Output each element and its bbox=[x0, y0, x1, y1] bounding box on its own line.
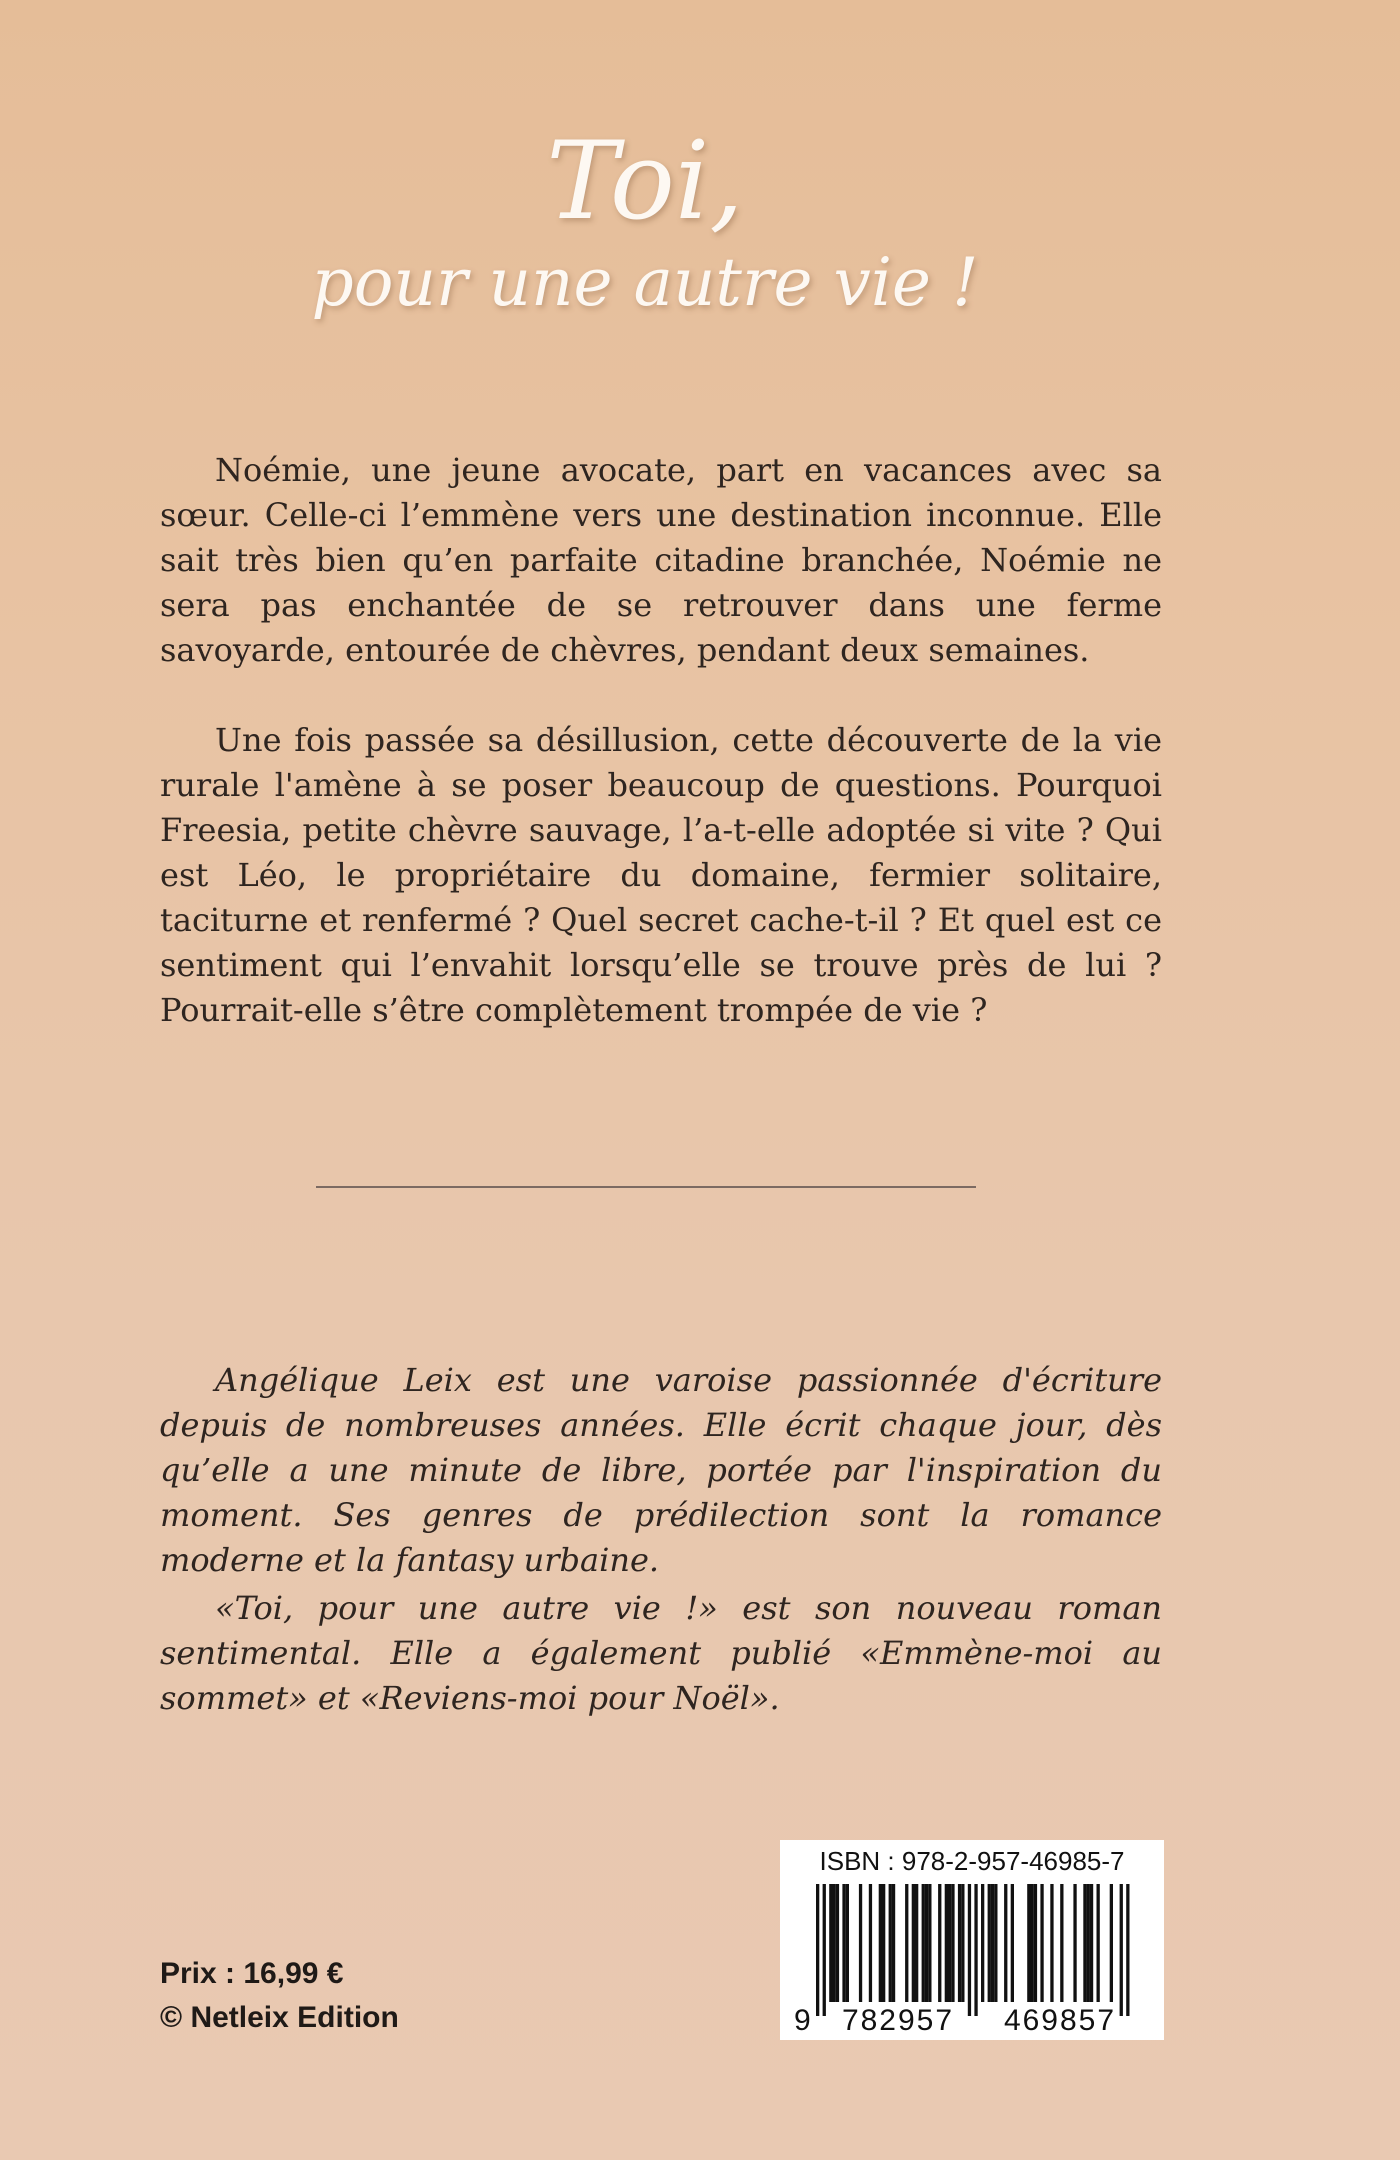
barcode-bar bbox=[829, 1884, 832, 2002]
blurb-text: Noémie, une jeune avocate, part en vacances avec sa sœur. Celle-ci l’emmène vers une destination inconnue. Elle sait très bien qu’en parfaite citadine branchée, Noémie ne sera pas enchantée de se retrouver dans une ferme savoyarde, entourée de chèvres, pendant deux semaines. bbox=[160, 451, 1162, 669]
barcode-bar bbox=[859, 1884, 862, 2002]
price-label: Prix : 16,99 € bbox=[160, 1957, 344, 1990]
barcode-bar bbox=[961, 1884, 964, 2002]
publisher-label: © Netleix Edition bbox=[160, 2001, 399, 2034]
barcode-bar bbox=[1027, 1884, 1030, 2002]
barcode-right-digits: 469857 bbox=[1003, 2004, 1117, 2037]
barcode-bar bbox=[974, 1884, 977, 2016]
book-subtitle: pour une autre vie ! bbox=[311, 244, 979, 321]
barcode-bar bbox=[951, 1884, 954, 2002]
barcode-bar bbox=[1011, 1884, 1014, 2002]
blurb-paragraph-2 bbox=[160, 718, 1162, 1033]
barcode-bar bbox=[994, 1884, 997, 2002]
barcode-bar bbox=[1110, 1884, 1113, 2002]
blurb-paragraph-1 bbox=[160, 448, 1162, 673]
barcode-bar bbox=[879, 1884, 882, 2002]
barcode-bar bbox=[1083, 1884, 1086, 2002]
barcode-bar bbox=[988, 1884, 991, 2002]
barcode-bar bbox=[1004, 1884, 1007, 2002]
barcode-bar bbox=[948, 1884, 951, 2002]
barcode-bar bbox=[912, 1884, 915, 2002]
barcode-bar bbox=[945, 1884, 948, 2002]
barcode-bar bbox=[922, 1884, 925, 2002]
barcode-first-digit: 9 bbox=[794, 2004, 811, 2037]
book-title: Toi, bbox=[546, 119, 744, 244]
barcode-bar bbox=[1060, 1884, 1063, 2002]
barcode-bar bbox=[842, 1884, 845, 2002]
barcode-bar bbox=[823, 1884, 826, 2016]
barcode-bar bbox=[836, 1884, 839, 2002]
barcode-bar bbox=[928, 1884, 931, 2002]
barcode-bar bbox=[889, 1884, 892, 2002]
barcode-bar bbox=[869, 1884, 872, 2002]
blurb-text: Une fois passée sa désillusion, cette découverte de la vie rurale l'amène à se poser beaucoup de questions. Pourquoi Freesia, petite chèvre sauvage, l’a-t-elle adoptée si vite ? Qui est Léo, le propriétaire du domaine, fermier solitaire, taciturne et renfermé ? Quel secret cache-t-il ? Et quel est ce sentiment qui l’envahit lorsqu’elle se trouve près de lui ? Pourrait-elle s’être complètement trompée de vie ? bbox=[160, 721, 1162, 1029]
barcode-bar bbox=[1097, 1884, 1100, 2002]
barcode-bar bbox=[846, 1884, 849, 2002]
barcode-image bbox=[780, 1840, 1164, 2040]
barcode-bar bbox=[833, 1884, 836, 2002]
barcode-bar bbox=[1034, 1884, 1037, 2002]
barcode-bar bbox=[958, 1884, 961, 2002]
isbn-label: ISBN : 978-2-957-46985-7 bbox=[819, 1846, 1125, 1876]
barcode-bar bbox=[968, 1884, 971, 2016]
barcode-bar bbox=[905, 1884, 908, 2002]
barcode-bar bbox=[816, 1884, 819, 2016]
barcode-bar bbox=[1090, 1884, 1093, 2002]
barcode-bar bbox=[925, 1884, 928, 2002]
barcode-bar bbox=[991, 1884, 994, 2002]
author-bio-paragraph-1 bbox=[160, 1358, 1162, 1583]
barcode-bar bbox=[1087, 1884, 1090, 2002]
barcode-bar bbox=[1120, 1884, 1123, 2016]
barcode-bar bbox=[1040, 1884, 1043, 2002]
bio-text: «Toi, pour une autre vie !» est son nouveau roman sentimental. Elle a également publié «Emmène-moi au sommet» et «Reviens-moi pour Noël». bbox=[160, 1589, 1162, 1717]
barcode-bar bbox=[1031, 1884, 1034, 2002]
barcode-bar bbox=[1073, 1884, 1076, 2002]
barcode-left-digits: 782957 bbox=[841, 2004, 955, 2037]
section-divider bbox=[316, 1186, 976, 1188]
barcode-bar bbox=[915, 1884, 918, 2002]
barcode-bar bbox=[1050, 1884, 1053, 2002]
barcode-bar bbox=[892, 1884, 895, 2002]
author-bio-paragraph-2 bbox=[160, 1586, 1162, 1721]
barcode-bar bbox=[1126, 1884, 1129, 2016]
barcode-bar bbox=[938, 1884, 941, 2002]
bio-text: Angélique Leix est une varoise passionnée d'écriture depuis de nombreuses années. Elle écrit chaque jour, dès qu’elle a une minute de libre, portée par l'inspiration du moment. Ses genres de prédilection sont la romance moderne et la fantasy urbaine. bbox=[160, 1361, 1162, 1579]
barcode-block bbox=[780, 1840, 1164, 2040]
barcode-bar bbox=[882, 1884, 885, 2002]
barcode-bar bbox=[981, 1884, 984, 2002]
